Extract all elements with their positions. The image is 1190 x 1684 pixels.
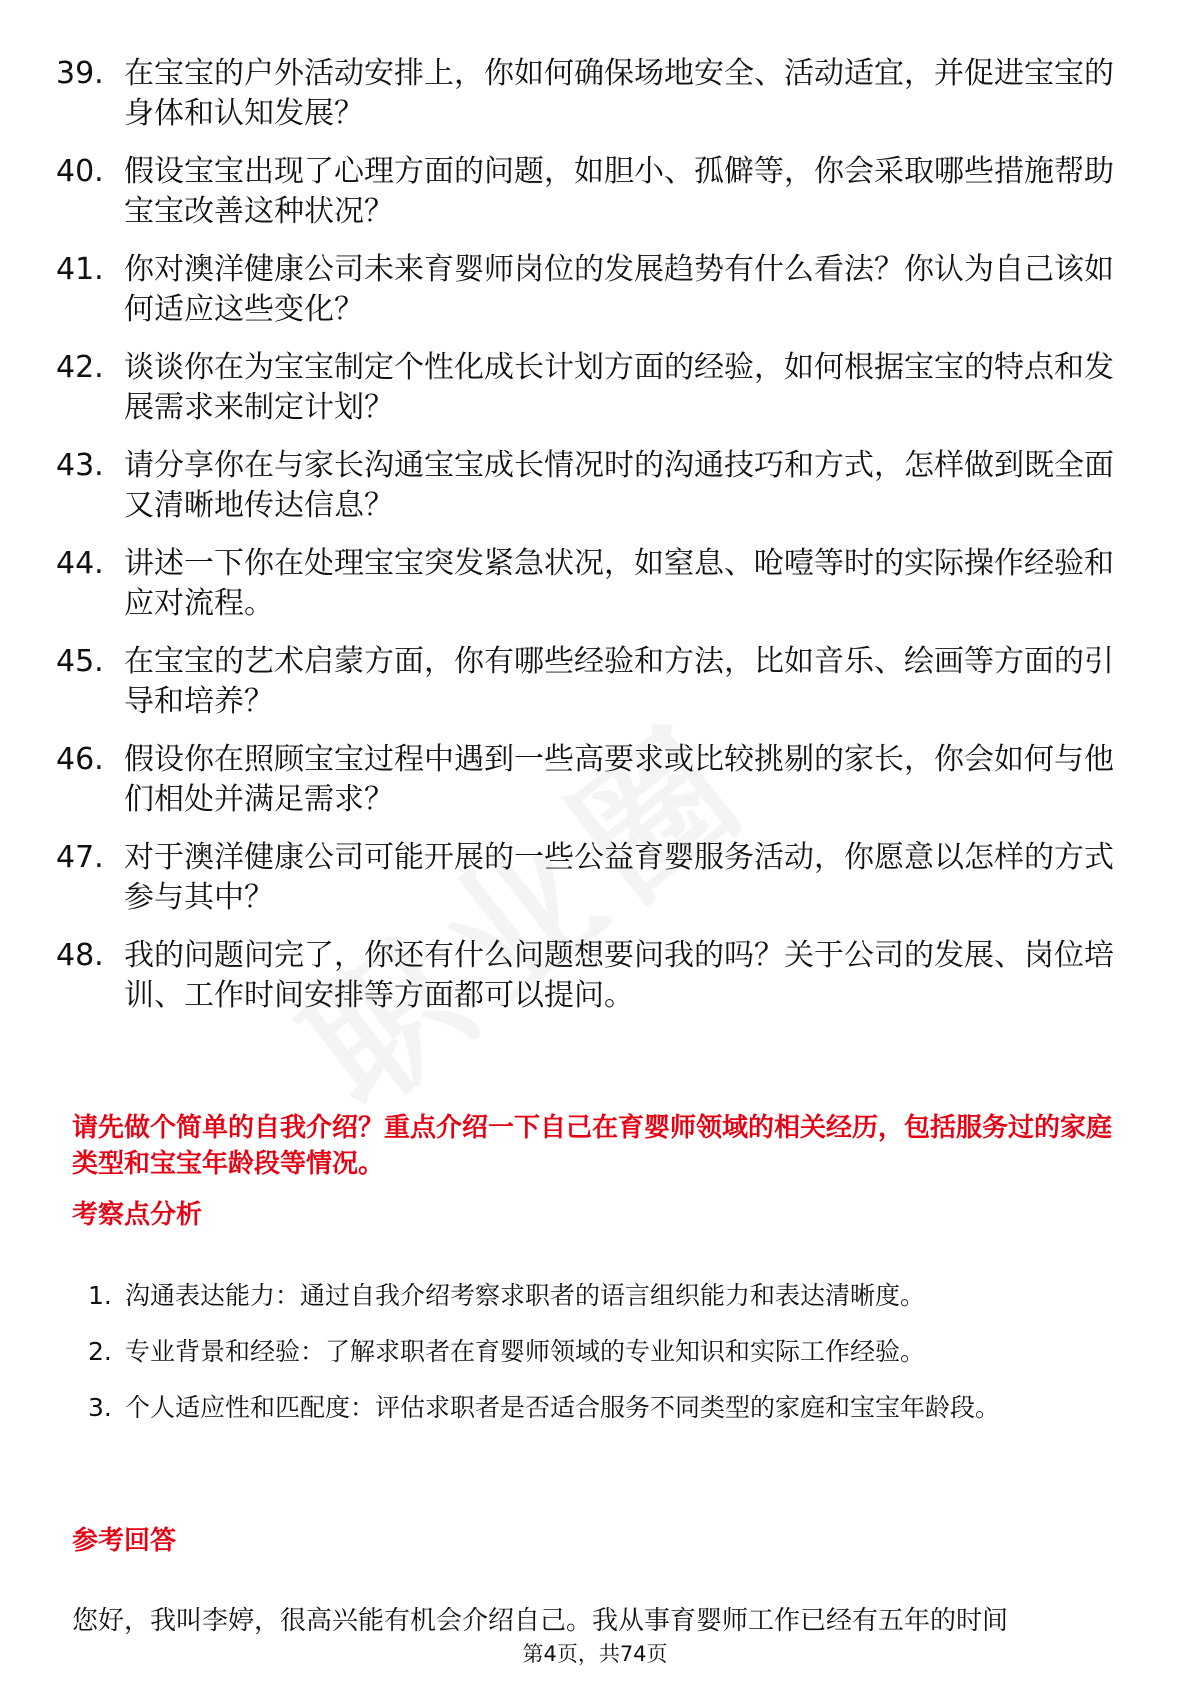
question-text: 假设宝宝出现了心理方面的问题，如胆小、孤僻等，你会采取哪些措施帮助宝宝改善这种状况？ xyxy=(124,154,1114,229)
point-text: 专业背景和经验：了解求职者在育婴师领域的专业知识和实际工作经验。 xyxy=(125,1337,926,1366)
question-list xyxy=(56,54,1136,1034)
question-number: 40. xyxy=(56,154,104,189)
question-text: 在宝宝的户外活动安排上，你如何确保场地安全、活动适宜，并促进宝宝的身体和认知发展？ xyxy=(124,56,1114,131)
question-item xyxy=(56,348,1136,428)
question-number: 46. xyxy=(56,742,104,777)
question-number: 45. xyxy=(56,644,104,679)
question-text: 请分享你在与家长沟通宝宝成长情况时的沟通技巧和方式，怎样做到既全面又清晰地传达信息？ xyxy=(124,448,1114,523)
question-item xyxy=(56,838,1136,918)
question-item xyxy=(56,936,1136,1016)
question-item xyxy=(56,446,1136,526)
question-number: 43. xyxy=(56,448,104,483)
question-item xyxy=(56,152,1136,232)
point-text: 沟通表达能力：通过自我介绍考察求职者的语言组织能力和表达清晰度。 xyxy=(125,1281,926,1310)
point-number: 2. xyxy=(88,1337,112,1366)
answer-heading: 参考回答 xyxy=(72,1526,177,1556)
analysis-point xyxy=(88,1324,1118,1380)
question-text: 在宝宝的艺术启蒙方面，你有哪些经验和方法，比如音乐、绘画等方面的引导和培养？ xyxy=(124,644,1114,719)
question-number: 48. xyxy=(56,938,104,973)
question-text: 我的问题问完了，你还有什么问题想要问我的吗？关于公司的发展、岗位培训、工作时间安排等方面都可以提问。 xyxy=(124,938,1114,1013)
question-number: 44. xyxy=(56,546,104,581)
answer-text: 您好，我叫李婷，很高兴能有机会介绍自己。我从事育婴师工作已经有五年的时间 xyxy=(72,1606,1009,1636)
point-text: 个人适应性和匹配度：评估求职者是否适合服务不同类型的家庭和宝宝年龄段。 xyxy=(125,1393,1001,1422)
question-number: 41. xyxy=(56,252,104,287)
question-item xyxy=(56,54,1136,134)
point-number: 1. xyxy=(88,1281,112,1310)
analysis-heading: 考察点分析 xyxy=(72,1200,203,1230)
question-item xyxy=(56,250,1136,330)
question-text: 假设你在照顾宝宝过程中遇到一些高要求或比较挑剔的家长，你会如何与他们相处并满足需求？ xyxy=(124,742,1114,817)
question-text: 对于澳洋健康公司可能开展的一些公益育婴服务活动，你愿意以怎样的方式参与其中？ xyxy=(124,840,1114,915)
page-footer: 第4页，共74页 xyxy=(522,1642,668,1666)
analysis-point xyxy=(88,1380,1118,1436)
question-item xyxy=(56,642,1136,722)
question-number: 42. xyxy=(56,350,104,385)
point-number: 3. xyxy=(88,1393,112,1422)
highlight-question: 请先做个简单的自我介绍？重点介绍一下自己在育婴师领域的相关经历，包括服务过的家庭类型和宝宝年龄段等情况。 xyxy=(72,1113,1113,1179)
question-item xyxy=(56,740,1136,820)
question-text: 谈谈你在为宝宝制定个性化成长计划方面的经验，如何根据宝宝的特点和发展需求来制定计划？ xyxy=(124,350,1114,425)
question-item xyxy=(56,544,1136,624)
question-text: 你对澳洋健康公司未来育婴师岗位的发展趋势有什么看法？你认为自己该如何适应这些变化？ xyxy=(124,252,1114,327)
question-text: 讲述一下你在处理宝宝突发紧急状况，如窒息、呛噎等时的实际操作经验和应对流程。 xyxy=(124,546,1114,621)
question-number: 39. xyxy=(56,56,104,91)
analysis-points xyxy=(88,1268,1118,1436)
question-number: 47. xyxy=(56,840,104,875)
analysis-point xyxy=(88,1268,1118,1324)
